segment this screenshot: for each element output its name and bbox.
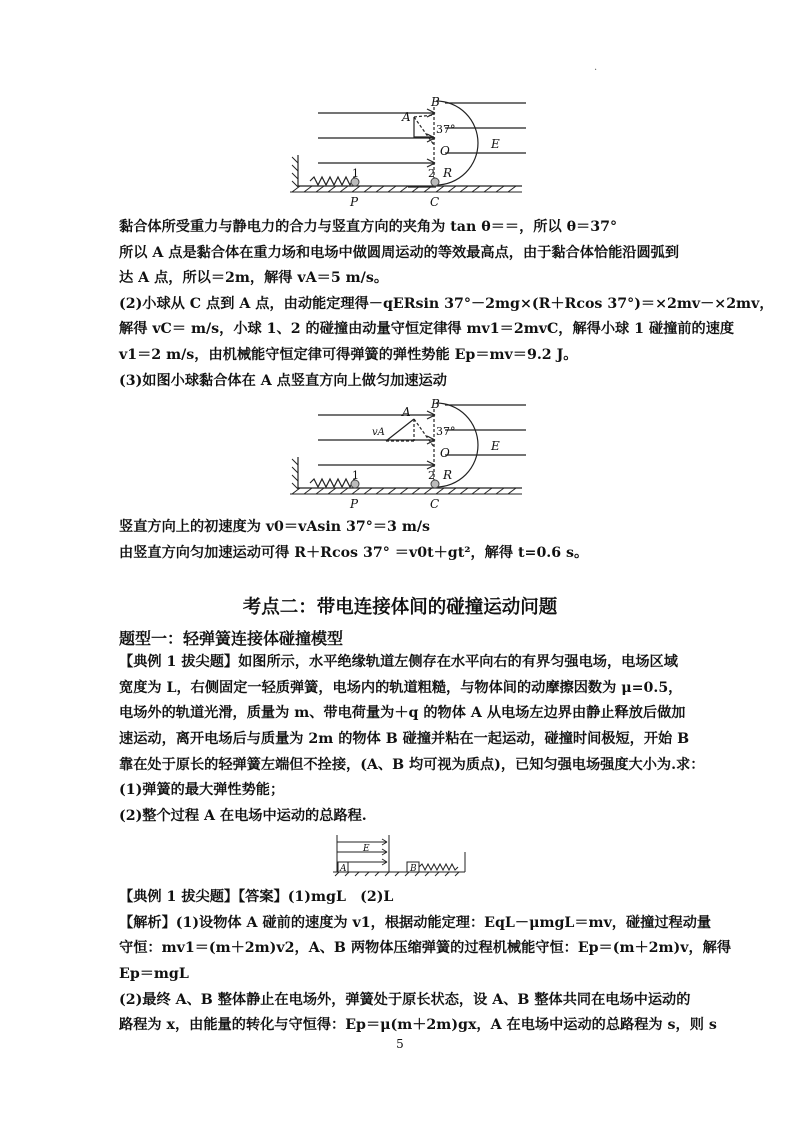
text-line: 达 A 点，所以＝2m，解得 vA＝5 m/s。 xyxy=(119,270,389,286)
label-R: R xyxy=(443,468,453,482)
text-line: (2)小球从 C 点到 A 点，由动能定理得－qERsin 37°－2mg×(R＋Rcos 37°)＝×2mv－×2mv， xyxy=(119,296,774,312)
label-A: A xyxy=(402,110,411,124)
answer-line: 守恒：mv1＝(m＋2m)v2，A、B 两物体压缩弹簧的过程机械能守恒：Ep＝(m＋2m)v，解得 xyxy=(119,940,732,956)
figure-circular-track-2 xyxy=(290,397,530,512)
text-line: 黏合体所受重力与静电力的合力与竖直方向的夹角为 tan θ＝＝，所以 θ＝37° xyxy=(119,219,618,235)
figure-spring-blocks xyxy=(333,832,473,878)
subsection-heading: 题型一：轻弹簧连接体碰撞模型 xyxy=(119,629,344,648)
label-R: R xyxy=(443,166,453,180)
label-B: B xyxy=(431,95,440,109)
problem-line: 电场外的轨道光滑，质量为 m、带电荷量为＋q 的物体 A 从电场左边界由静止释放后做加 xyxy=(119,705,686,721)
label-E: E xyxy=(491,137,500,151)
label-P: P xyxy=(350,195,359,209)
label-B: B xyxy=(410,864,417,874)
label-E: E xyxy=(363,844,370,854)
answer-line: (2)最终 A、B 整体静止在电场外，弹簧处于原长状态，设 A、B 整体共同在电场中运动的 xyxy=(119,992,691,1008)
answer-line: Ep＝mgL xyxy=(119,966,189,982)
label-angle: 37° xyxy=(436,123,456,136)
label-angle: 37° xyxy=(436,425,456,438)
label-A: A xyxy=(340,864,347,874)
problem-line: (2)整个过程 A 在电场中运动的总路程. xyxy=(119,808,367,824)
text-line: 竖直方向上的初速度为 v0＝vAsin 37°＝3 m/s xyxy=(119,519,431,535)
figure-circular-track-1 xyxy=(290,95,530,210)
label-O: O xyxy=(440,144,450,158)
answer-line: 【解析】(1)设物体 A 碰前的速度为 v1，根据动能定理：EqL－μmgL＝mv，碰撞过程动量 xyxy=(119,915,712,931)
answer-line: 【典例 1 拔尖题】【答案】(1)mgL (2)L xyxy=(119,889,394,905)
answer-line: 路程为 x，由能量的转化与守恒得：Ep＝μ(m＋2m)gx，A 在电场中运动的总路程为 s，则 s xyxy=(119,1017,717,1033)
label-ball-1: 1 xyxy=(352,167,359,180)
label-O: O xyxy=(440,446,450,460)
section-heading: 考点二：带电连接体间的碰撞运动问题 xyxy=(242,597,558,618)
label-ball-2: 2 xyxy=(428,167,435,180)
text-line: (3)如图小球黏合体在 A 点竖直方向上做匀加速运动 xyxy=(119,373,447,389)
text-line: 解得 vC＝ m/s，小球 1、2 的碰撞由动量守恒定律得 mv1＝2mvC，解得小球 1 碰撞前的速度 xyxy=(119,321,735,337)
label-C: C xyxy=(430,195,440,209)
text-line: v1＝2 m/s，由机械能守恒定律可得弹簧的弹性势能 Ep＝mv＝9.2 J。 xyxy=(119,347,578,363)
label-E: E xyxy=(491,439,500,453)
page-mark: . xyxy=(594,62,598,73)
problem-line: 【典例 1 拔尖题】如图所示，水平绝缘轨道左侧存在水平向右的有界匀强电场，电场区域 xyxy=(119,654,678,670)
text-line: 由竖直方向匀加速运动可得 R＋Rcos 37° ＝v0t＋gt²，解得 t=0.6 s。 xyxy=(119,545,589,561)
label-ball-1: 1 xyxy=(352,469,359,482)
label-C: C xyxy=(430,497,440,511)
text-line: 所以 A 点是黏合体在重力场和电场中做圆周运动的等效最高点，由于黏合体恰能沿圆弧到 xyxy=(119,245,680,261)
page-number: 5 xyxy=(396,1037,404,1051)
label-vA: vA xyxy=(372,427,385,438)
label-B: B xyxy=(431,397,440,411)
problem-line: 靠在处于原长的轻弹簧左端但不拴接，(A、B 均可视为质点)，已知匀强电场强度大小为.求： xyxy=(119,757,705,773)
label-ball-2: 2 xyxy=(428,469,435,482)
label-P: P xyxy=(350,497,359,511)
problem-line: 宽度为 L，右侧固定一轻质弹簧，电场内的轨道粗糙，与物体间的动摩擦因数为 μ=0.5， xyxy=(119,680,683,696)
problem-line: (1)弹簧的最大弹性势能； xyxy=(119,782,285,798)
label-A: A xyxy=(402,405,411,419)
problem-line: 速运动，离开电场后与质量为 2m 的物体 B 碰撞并粘在一起运动，碰撞时间极短，开始 B xyxy=(119,731,690,747)
